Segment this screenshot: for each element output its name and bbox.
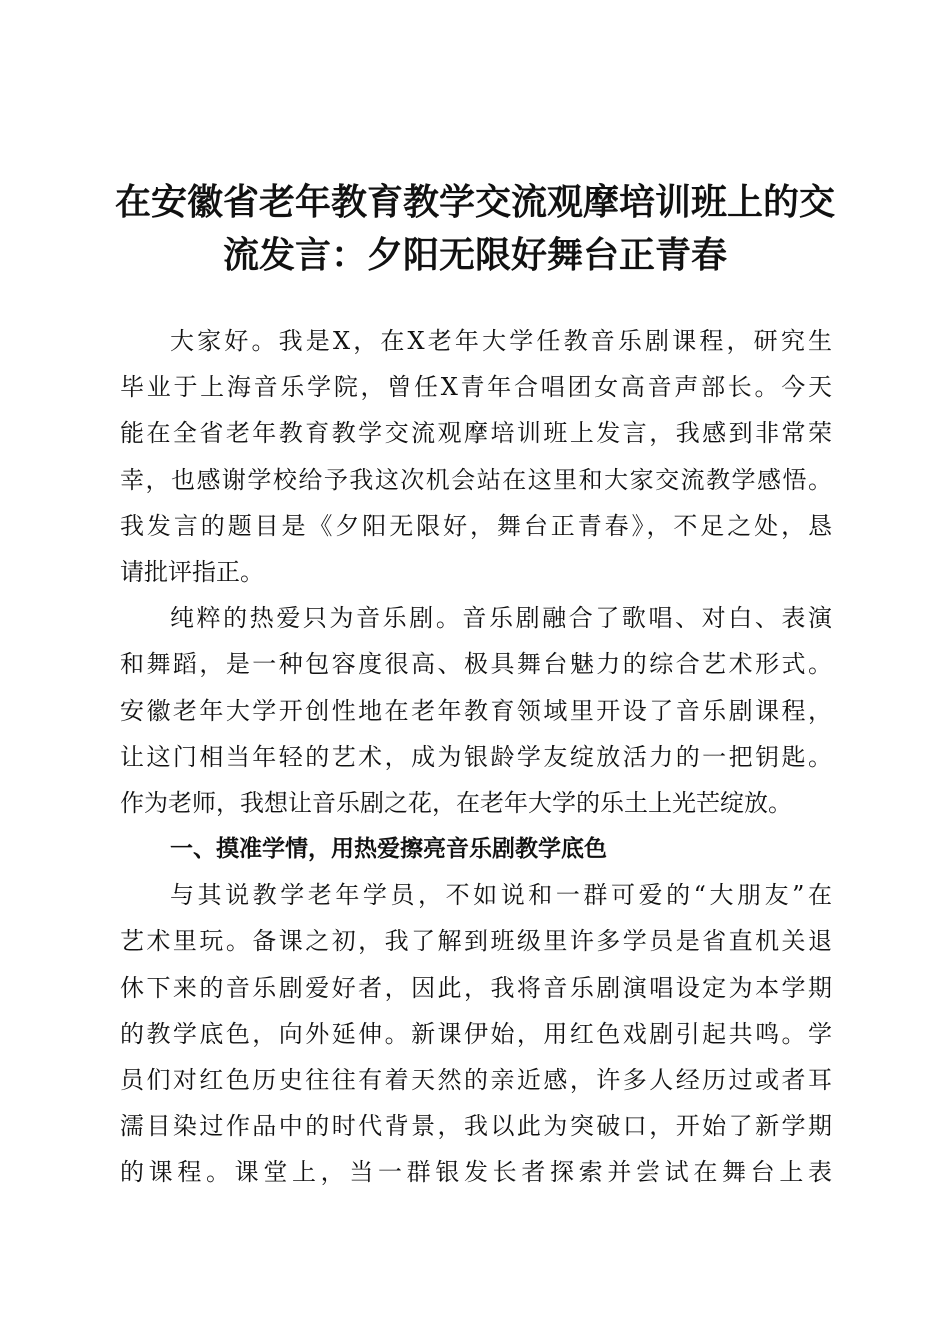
paragraph-line: 与其说教学老年学员，不如说和一群可爱的“大朋友”在 (170, 881, 832, 910)
paragraph-line: 作为老师，我想让音乐剧之花，在老年大学的乐土上光芒绽放。 (120, 788, 792, 817)
document-title (100, 176, 850, 282)
paragraph-line: 幸，也感谢学校给予我这次机会站在这里和大家交流教学感悟。 (120, 465, 832, 494)
paragraph-line: 濡目染过作品中的时代背景，我以此为突破口，开始了新学期 (120, 1112, 832, 1141)
paragraph-line: 的教学底色，向外延伸。新课伊始，用红色戏剧引起共鸣。学 (120, 1019, 832, 1048)
paragraph-line: 能在全省老年教育教学交流观摩培训班上发言，我感到非常荣 (120, 419, 832, 448)
paragraph-line: 毕业于上海音乐学院，曾任X青年合唱团女高音声部长。今天 (120, 373, 832, 402)
paragraph-line: 的课程。课堂上，当一群银发长者探索并尝试在舞台上表 (120, 1158, 832, 1187)
paragraph-introduction (120, 318, 832, 595)
section-heading-1: 一、摸准学情，用热爱擦亮音乐剧教学底色 (170, 836, 607, 863)
paragraph-line: 员们对红色历史往往有着天然的亲近感，许多人经历过或者耳 (120, 1066, 832, 1094)
paragraph-line: 大家好。我是X，在X老年大学任教音乐剧课程，研究生 (170, 327, 832, 355)
paragraph-line: 请批评指正。 (120, 557, 264, 586)
paragraph-line: 休下来的音乐剧爱好者，因此，我将音乐剧演唱设定为本学期 (120, 973, 832, 1002)
title-line-2: 流发言：夕阳无限好舞台正青春 (222, 234, 727, 276)
paragraph-line: 和舞蹈，是一种包容度很高、极具舞台魅力的综合艺术形式。 (120, 650, 832, 679)
document-body (120, 318, 832, 1196)
paragraph-teaching-students (120, 872, 832, 1195)
title-line-1: 在安徽省老年教育教学交流观摩培训班上的交 (114, 181, 835, 223)
paragraph-line: 安徽老年大学开创性地在老年教育领域里开设了音乐剧课程， (120, 696, 832, 725)
paragraph-line: 我发言的题目是《夕阳无限好，舞台正青春》，不足之处，恳 (120, 511, 832, 540)
paragraph-line: 让这门相当年轻的艺术，成为银龄学友绽放活力的一把钥匙。 (120, 742, 832, 771)
paragraph-line: 纯粹的热爱只为音乐剧。音乐剧融合了歌唱、对白、表演 (170, 604, 832, 633)
paragraph-line: 艺术里玩。备课之初，我了解到班级里许多学员是省直机关退 (120, 927, 832, 956)
paragraph-musical-love (120, 595, 832, 826)
